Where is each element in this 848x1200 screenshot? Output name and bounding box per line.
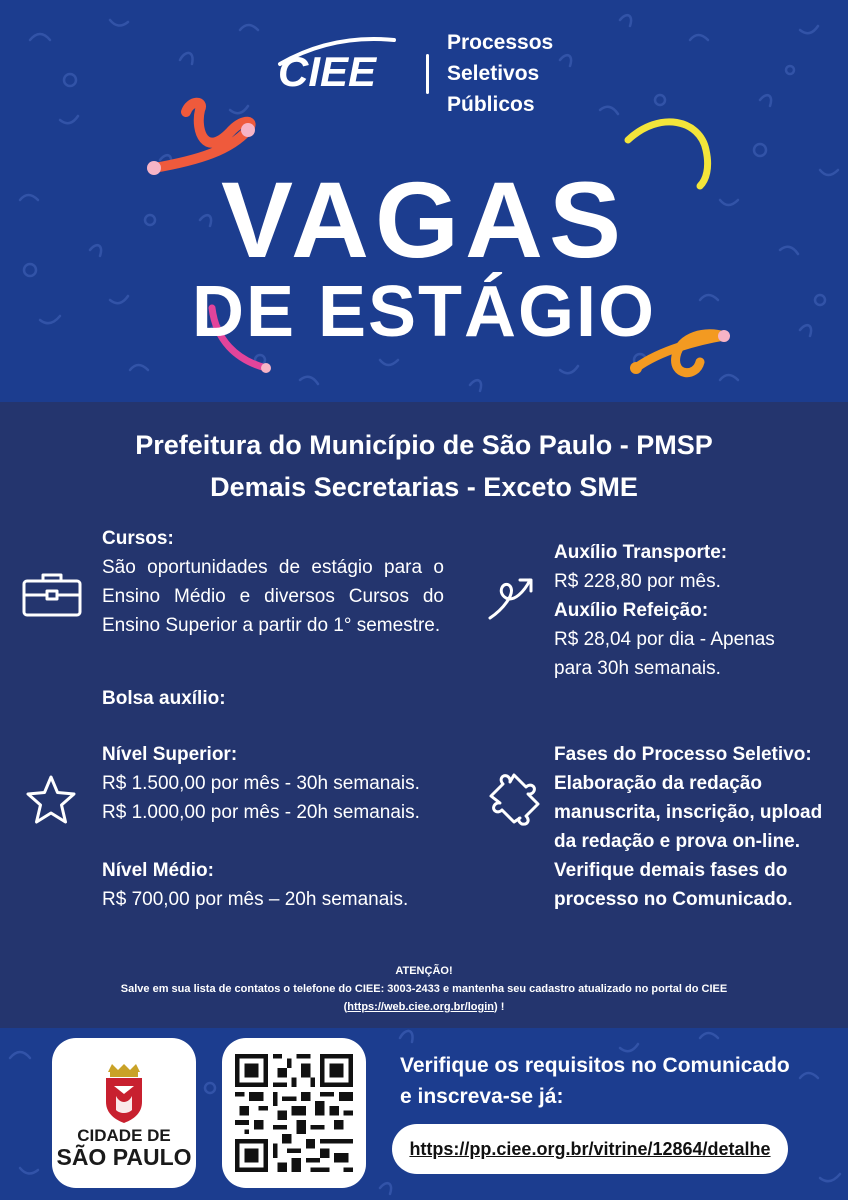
svg-text:CIEE: CIEE [278,48,377,90]
meal-title: Auxílio Refeição: [554,600,709,621]
organization-title [0,424,848,508]
application-link[interactable]: https://pp.ciee.org.br/vitrine/12864/detalhe [392,1124,788,1174]
puzzle-icon [488,772,542,826]
attention-text: Salve em sua lista de contatos o telefone do CIEE: 3003-2433 e mantenha seu cadastro atualizado no portal do CIEE [120,983,728,995]
star-icon [24,774,78,826]
headline-vagas: VAGAS [220,159,628,280]
org-line2: Demais Secretarias - Exceto SME [210,472,638,502]
phases-text: Elaboração da redação manuscrita, inscrição, upload da redação e prova on-line. Verifique demais fases do processo no Comunicado. [554,773,823,910]
qr-code-card [222,1038,366,1188]
attention-notice [0,962,848,1016]
phases-title: Fases do Processo Seletivo: [554,744,812,765]
courses-text: São oportunidades de estágio para o Ensino Médio e diversos Cursos do Ensino Superior a partir do 1° semestre. [102,557,444,636]
logo-subtitle-line: Processos [447,31,554,54]
city-logo-card [52,1038,196,1188]
superior-30h: R$ 1.500,00 por mês - 30h semanais. [102,773,420,794]
superior-20h: R$ 1.000,00 por mês - 20h semanais. [102,802,420,823]
bolsa-title: Bolsa auxílio: [102,688,226,709]
footer-section [0,1028,848,1200]
verify-line1: Verifique os requisitos no Comunicado [400,1054,790,1077]
org-line1: Prefeitura do Município de São Paulo - PMSP [135,430,713,460]
superior-title: Nível Superior: [102,744,238,765]
portal-login-link[interactable]: https://web.ciee.org.br/login [347,1001,494,1013]
attention-title: ATENÇÃO! [395,965,453,977]
meal-value: R$ 28,04 por dia - Apenas para 30h semanais. [554,629,775,679]
bolsa-title-block [102,684,226,713]
verify-line2: e inscreva-se já: [400,1085,564,1108]
superior-block [102,740,420,827]
courses-block [102,524,444,640]
verify-instructions [400,1050,790,1112]
header-section [0,0,848,402]
headline-de-estagio: DE ESTÁGIO [191,272,657,352]
transport-value: R$ 228,80 por mês. [554,571,721,592]
city-line2: SÃO PAULO [56,1144,192,1170]
transport-title: Auxílio Transporte: [554,542,728,563]
qr-code-icon[interactable] [235,1054,353,1172]
city-line1: CIDADE DE [77,1126,171,1145]
attention-link-line [0,998,848,1016]
arrow-loop-icon [486,572,538,622]
content-section [0,402,848,1028]
link-paren-open: ( [343,1001,348,1013]
logo-subtitle-line: Seletivos [447,62,540,85]
briefcase-icon [22,572,82,618]
courses-title: Cursos: [102,528,174,549]
benefits-block [554,538,814,683]
phases-block [554,740,824,914]
medio-title: Nível Médio: [102,860,214,881]
link-paren-close: ) ! [493,1001,505,1013]
medio-block [102,856,408,914]
medio-20h: R$ 700,00 por mês – 20h semanais. [102,889,409,910]
coat-of-arms-icon [102,1062,146,1124]
logo-subtitle-line: Públicos [447,93,535,116]
